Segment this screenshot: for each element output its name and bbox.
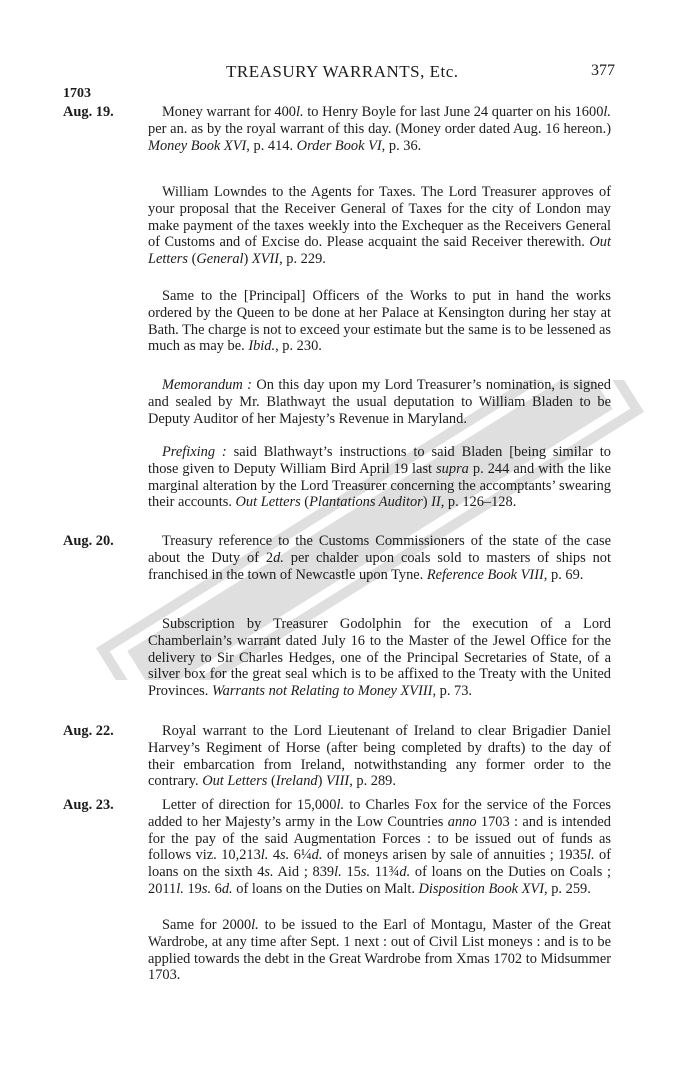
year-marker: 1703	[63, 86, 91, 101]
entry-paragraph: Same for 2000l. to be issued to the Earl of Montagu, Master of the Great Wardrobe, at any time after Sept. 1 next : out of Civil List moneys : and is to be applied towards the debt in the Great Wardrobe from Xmas 1702 to Midsummer 1703.	[148, 917, 611, 984]
entry-paragraph: Treasury reference to the Customs Commissioners of the state of the case about the Duty of 2d. per chalder upon coals sold to masters of ships not franchised in the town of Newcastle upon Tyne. Reference Book VIII, p. 69.	[148, 533, 611, 583]
page-number: 377	[591, 62, 615, 79]
margin-date: Aug. 20.	[63, 533, 114, 549]
entry-paragraph: Royal warrant to the Lord Lieutenant of Ireland to clear Brigadier Daniel Harvey’s Regiment of Horse (after being completed by drafts) to the day of their embarcation from Ireland, notwithstanding any former order to the contrary. Out Letters (Ireland) VIII, p. 289.	[148, 723, 611, 790]
entry-paragraph: Prefixing : said Blathwayt’s instructions to said Bladen [being similar to those given to Deputy William Bird April 19 last supra p. 244 and with the like marginal alteration by the Lord Treasurer concerning the accomptants’ swearing their accounts. Out Letters (Plantations Auditor) II, p. 126–128.	[148, 444, 611, 511]
entry-paragraph: Same to the [Principal] Officers of the Works to put in hand the works ordered by the Queen to be done at her Palace at Kensington during her stay at Bath. The charge is not to exceed your estimate but the same is to be lessened as much as may be. Ibid., p. 230.	[148, 288, 611, 355]
margin-date: Aug. 22.	[63, 723, 114, 739]
entry-paragraph: Memorandum : On this day upon my Lord Treasurer’s nomination, is signed and sealed by Mr. Blathwayt the usual deputation to William Bladen to be Deputy Auditor of her Majesty’s Revenue in Maryland.	[148, 377, 611, 427]
running-title: TREASURY WARRANTS, Etc.	[226, 62, 459, 81]
entry-paragraph: William Lowndes to the Agents for Taxes. The Lord Treasurer approves of your proposal that the Receiver General of Taxes for the city of London may make payment of the taxes weekly into the Exchequer as the Receivers General of Customs and of Excise do. Please acquaint the said Receiver therewith. Out Letters (General) XVII, p. 229.	[148, 184, 611, 268]
entry-paragraph: Money warrant for 400l. to Henry Boyle for last June 24 quarter on his 1600l. per an. as by the royal warrant of this day. (Money order dated Aug. 16 hereon.) Money Book XVI, p. 414. Order Book VI, p. 36.	[148, 104, 611, 154]
margin-date: Aug. 23.	[63, 797, 114, 813]
entry-paragraph: Subscription by Treasurer Godolphin for the execution of a Lord Chamberlain’s warrant dated July 16 to the Master of the Jewel Office for the delivery to Sir Charles Hedges, one of the Principal Secretaries of State, of a silver box for the great seal which is to be affixed to the Treaty with the United Provinces. Warrants not Relating to Money XVIII, p. 73.	[148, 616, 611, 700]
entry-paragraph: Letter of direction for 15,000l. to Charles Fox for the service of the Forces added to her Majesty’s army in the Low Countries anno 1703 : and is intended for the pay of the said Augmentation Forces : to be issued out of funds as follows viz. 10,213l. 4s. 6¼d. of moneys arisen by sale of annuities ; 1935l. of loans on the sixth 4s. Aid ; 839l. 15s. 11¾d. of loans on the Duties on Coals ; 2011l. 19s. 6d. of loans on the Duties on Malt. Disposition Book XVI, p. 259.	[148, 797, 612, 897]
page-header	[0, 62, 674, 86]
margin-date: Aug. 19.	[63, 104, 114, 120]
